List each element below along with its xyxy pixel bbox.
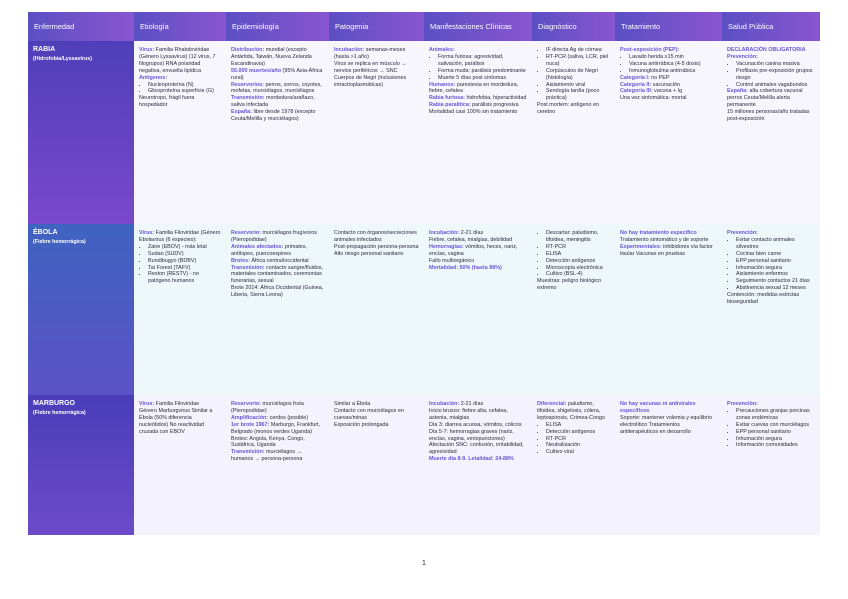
patogenia-cell — [329, 224, 424, 395]
label-value: paludismo, tifoidea, shigelosis, cólera, leptospirosis, Crimea-Congo — [537, 401, 606, 421]
salud-publica-cell — [722, 224, 820, 395]
text-line — [620, 230, 717, 237]
list-item: • Vacuna antirrábica (4-5 dosis) — [629, 61, 717, 68]
text-line — [334, 408, 419, 422]
label-value: Inicio brusco: fiebre alta, cefalea, astenia, mialgias — [429, 407, 508, 421]
label-key: 55.000 muertes/año — [231, 67, 282, 74]
disease-cell — [28, 41, 134, 224]
label-value: alta cobertura vacunal perros Ceuta/Melilla alerta permanente — [727, 88, 803, 109]
text-line — [231, 415, 324, 422]
text-line — [231, 285, 324, 299]
text-line — [231, 449, 324, 463]
label-value: 15 millones personas/año tratadas post-exposición — [727, 109, 810, 123]
bullet-list — [537, 47, 610, 102]
list-item: • IF directa Ag de córnea — [546, 47, 610, 54]
label-value: primates, antílopes, puercoespines — [231, 243, 308, 257]
bullet-list — [537, 422, 610, 457]
list-item: • Muerte 5 días post síntomas — [438, 75, 527, 82]
label-key: Brotes: — [231, 257, 250, 264]
list-item: • Abstinencia sexual 12 meses — [736, 285, 815, 292]
label-key: Reservorio: — [231, 230, 261, 236]
disease-subtitle: (Hidrofobia/Lyssavirus) — [33, 55, 92, 62]
list-item: • Evitar cuevas con murciélagos — [736, 422, 815, 429]
text-line — [429, 237, 527, 244]
label-value: hidrofobia, hiperactividad — [464, 95, 527, 102]
label-key: Hemorragias: — [429, 243, 464, 250]
bullet-list — [429, 54, 527, 82]
epidemiologia-cell — [226, 224, 329, 395]
text-line: Muestras: peligro biológico extremo — [537, 278, 602, 292]
bullet-list — [727, 61, 815, 89]
bullet-list — [537, 230, 610, 278]
text-line — [231, 265, 324, 286]
list-item: • Detección antígenos — [546, 429, 610, 436]
etiologia-cell — [134, 41, 226, 224]
list-item: • RT-PCR — [546, 244, 610, 251]
list-item: • Aislamiento enfermos — [736, 271, 815, 278]
label-value: murciélagos → humanos → persona-persona — [231, 449, 303, 463]
label-key: Categoría II: — [620, 81, 652, 88]
label-value: Similar a Ébola — [334, 401, 371, 407]
text-line — [231, 230, 324, 244]
disease-subtitle: (Fiebre hemorrágica) — [33, 238, 86, 245]
text-line — [620, 75, 717, 82]
text-line — [139, 408, 221, 436]
text-line — [429, 82, 527, 96]
list-item: • Inhumación segura — [736, 436, 815, 443]
text-line: Post mortem: antígeno en cerebro — [537, 102, 600, 116]
text-line — [429, 95, 527, 102]
table-row — [28, 41, 820, 224]
header-epidemiologia: Epidemiología — [226, 12, 329, 41]
label-value: Contención: medidas estrictas bioseguridad — [727, 292, 800, 306]
text-line — [429, 442, 527, 456]
list-item: • Microscopía electrónica — [546, 265, 610, 272]
label-value: Contacto con murciélagos en cuevas/minas — [334, 407, 404, 421]
table-row — [28, 224, 820, 395]
label-key: Muerte día 8-9. Letalidad: 24-88% — [429, 456, 514, 463]
section-label: DECLARACIÓN OBLIGATORIA — [727, 47, 806, 53]
list-item: • EPP personal sanitario — [736, 429, 815, 436]
disease-name: RABIA — [33, 46, 56, 53]
list-item: • RT-PCR (saliva, LCR, piel nuca) — [546, 54, 610, 68]
table-row — [28, 395, 820, 535]
bullet-list — [139, 244, 221, 285]
text-line — [334, 47, 419, 61]
label-value: Soporte: mantener volemia y equilibrio electrolítico Tratamientos antiterapéuticos en desarrollo — [620, 414, 712, 435]
header-tratamiento: Tratamiento — [615, 12, 722, 41]
text-line — [727, 292, 815, 306]
tratamiento-cell — [615, 395, 722, 535]
label-value: Post-propagación persona-persona — [334, 243, 419, 250]
text-line — [334, 230, 419, 244]
text-line — [429, 401, 527, 408]
list-item: • Inhumación segura — [736, 265, 815, 272]
text-line — [429, 408, 527, 422]
list-item: • Corpúsculos de Negri (histología) — [546, 68, 610, 82]
disease-subtitle: (Fiebre hemorrágica) — [33, 409, 86, 416]
text-line — [139, 401, 221, 408]
list-item: • Bundibugyo (BDBV) — [148, 258, 221, 265]
label-key: España: — [231, 109, 252, 116]
label-value: Afectación SNC: confusión, irritabilidad, agresividad — [429, 442, 524, 456]
text-line — [620, 415, 717, 436]
table-header-row — [28, 12, 820, 41]
label-value: (95% Asia-África rural) — [231, 67, 323, 81]
label-key: Rabia paralítica: — [429, 102, 471, 109]
text-line — [620, 95, 717, 102]
list-item: • Sudan (SUDV) — [148, 251, 221, 258]
label-key: Virus: — [139, 401, 155, 407]
disease-name: MARBURGO — [33, 400, 75, 407]
page-number: 1 — [422, 560, 426, 567]
text-line — [334, 75, 419, 89]
label-value: Contacto con órganos/secreciones animales infectados — [334, 230, 418, 243]
disease-name: ÉBOLA — [33, 229, 58, 236]
list-item: • Zaire (EBOV) - más letal — [148, 244, 221, 251]
text-line — [620, 401, 717, 415]
manifestaciones-cell — [424, 224, 532, 395]
label-value: Brote 2014: África Occidental (Guinea, Liberia, Sierra Leona) — [231, 285, 324, 299]
text-line — [429, 230, 527, 237]
label-value: Género Marburgvirus Similar a Ébola (50% diferencia nucleótidos) No reactividad cruzada con EBOV — [139, 407, 213, 435]
label-value: Marburgo, Frankfurt, Belgrado (monos verdes Uganda) — [231, 421, 320, 435]
label-value: parestesia en mordedura, fiebre, cefalea — [429, 81, 519, 95]
label-key: Rabia furiosa: — [429, 95, 465, 102]
label-key: 1er brote 1967: — [231, 421, 270, 428]
text-line — [429, 429, 527, 443]
label-value: vómitos, heces, nariz, encías, vagina — [429, 243, 518, 257]
header-diagnostico: Diagnóstico — [532, 12, 615, 41]
list-item: • Evitar contacto animales silvestres — [736, 237, 815, 251]
list-item: • Glicoproteína superficie (G) — [148, 88, 221, 95]
diagnostico-cell — [532, 224, 615, 395]
list-item: • Forma muda: parálisis predominante — [438, 68, 527, 75]
list-item: • Forma furiosa: agresividad, salivación, parálisis — [438, 54, 527, 68]
disease-cell — [28, 395, 134, 535]
label-key: España: — [727, 88, 748, 95]
list-item: • Control animales vagabundos — [736, 82, 815, 89]
text-line — [620, 88, 717, 95]
label-key: Antígenos: — [139, 74, 168, 81]
list-item: • Cultivo viral — [546, 449, 610, 456]
label-key: Mortalidad: 50% (hasta 88%) — [429, 264, 502, 271]
label-key: No hay tratamiento específico — [620, 230, 697, 236]
label-key: Virus: — [139, 230, 155, 236]
disease-comparison-table — [28, 12, 820, 535]
label-value: no PEP — [649, 74, 670, 81]
text-line — [231, 95, 324, 109]
bullet-list — [727, 237, 815, 292]
section-sublabel: Prevención: — [727, 53, 758, 60]
label-value: murciélagos fruta (Pteropodidae) — [231, 401, 304, 414]
text-line — [429, 244, 527, 258]
text-line — [231, 109, 324, 123]
label-key: Reservorio: — [231, 401, 261, 407]
bullet-list — [620, 54, 717, 75]
label-value: libre desde 1978 (excepto Ceuta/Melilla y murciélagos) — [231, 109, 316, 123]
text-line — [231, 436, 324, 450]
text-line — [231, 82, 324, 96]
list-item: • Taï Forest (TAFV) — [148, 265, 221, 272]
list-item: • EPP personal sanitario — [736, 258, 815, 265]
section-label: Animales: — [429, 47, 455, 53]
document-page — [28, 12, 820, 535]
label-key: Categoría III: — [620, 88, 653, 95]
list-item: • RT-PCR — [546, 436, 610, 443]
label-key: Incubación: — [429, 230, 460, 236]
text-line — [429, 102, 527, 109]
list-item: • Descartar: paludismo, tifoidea, meningitis — [546, 230, 610, 244]
header-salud-publica: Salud Pública — [722, 12, 820, 41]
label-key: Transmisión: — [231, 95, 265, 102]
label-key: Amplificación: — [231, 414, 269, 421]
label-value: Alto riesgo personal sanitario — [334, 250, 404, 257]
text-line — [231, 47, 324, 68]
section-label: Diferencial: — [537, 401, 567, 407]
patogenia-cell — [329, 41, 424, 224]
label-value: parálisis progresiva — [470, 102, 519, 109]
epidemiologia-cell — [226, 41, 329, 224]
text-line — [231, 244, 324, 258]
label-value: África central/occidental — [249, 257, 309, 264]
text-line — [139, 75, 221, 82]
section-label: Prevención: — [727, 401, 758, 407]
text-line — [429, 109, 527, 116]
header-patogenia: Patogenia — [329, 12, 424, 41]
list-item: • Neutralización — [546, 442, 610, 449]
label-value: Cuerpos de Negri (inclusiones intracitoplasmáticas) — [334, 74, 407, 88]
text-line — [537, 401, 610, 422]
text-line — [334, 251, 419, 258]
label-key: Virus: — [139, 47, 155, 53]
text-line — [231, 258, 324, 265]
label-value: perros, zorros, coyotes, mofetas, murciélagos, murciélagos — [231, 81, 322, 95]
diagnostico-cell — [532, 395, 615, 535]
text-line — [334, 401, 419, 408]
text-line — [231, 68, 324, 82]
label-value: Una vez sintomática: mortal — [620, 95, 687, 102]
label-value: Fiebre, cefalea, mialgias, debilidad — [429, 236, 513, 243]
text-line — [139, 47, 221, 75]
patogenia-cell — [329, 395, 424, 535]
label-value: 2-21 días — [459, 230, 484, 236]
list-item: • Información comunidades — [736, 442, 815, 449]
label-key: Distribución: — [231, 47, 265, 53]
section-label: Prevención: — [727, 230, 758, 236]
text-line — [620, 237, 717, 244]
label-value: Familia Filoviridae (Género Ebolavirus (6 especies): — [139, 230, 221, 243]
list-item: • Aislamiento viral — [546, 82, 610, 89]
etiologia-cell — [134, 395, 226, 535]
label-value: murciélagos frugívoros (Pteropodidae) — [231, 230, 317, 243]
epidemiologia-cell — [226, 395, 329, 535]
list-item: • Serología tardía (poco práctica) — [546, 88, 610, 102]
label-value: vacunación — [651, 81, 680, 88]
list-item: • Reston (RESTV) - no patógeno humanos — [148, 271, 221, 285]
list-item: • Cocinar bien carne — [736, 251, 815, 258]
label-value: contacto sangre/fluidos, materiales contaminados, ceremonias funerarias, sexual — [231, 264, 323, 285]
label-value: 2-21 días — [459, 401, 484, 407]
label-value: Fallo multiorgánico — [429, 257, 475, 264]
text-line — [620, 82, 717, 89]
text-line — [727, 109, 815, 123]
text-line — [429, 258, 527, 265]
label-value: inhibidores vía factor tisular Vacunas en pruebas — [620, 243, 713, 257]
text-line — [334, 244, 419, 251]
label-key: Transmisión: — [231, 449, 265, 456]
label-value: cerdos (posible) — [268, 414, 308, 421]
label-value: Brotes: Angola, Kenya, Congo, Sudáfrica, Uganda — [231, 435, 305, 449]
manifestaciones-cell — [424, 41, 532, 224]
label-value: Familia Rhabdoviridae (Género Lyssavirus) (12 virus, 7 filogrupos) RNA polaridad negativa, envuelta lipídica — [139, 47, 216, 74]
label-key: Experimentales: — [620, 243, 662, 250]
salud-publica-cell — [722, 41, 820, 224]
etiologia-cell — [134, 224, 226, 395]
label-value: Día 5-7: hemorragias graves (nariz, encías, vagina, venopunciones) — [429, 428, 514, 442]
bullet-list — [727, 408, 815, 449]
text-line — [231, 401, 324, 415]
tratamiento-cell — [615, 41, 722, 224]
list-item: • Seguimiento contactos 21 días — [736, 278, 815, 285]
bullet-list — [139, 82, 221, 96]
text-line — [727, 88, 815, 109]
label-value: vacuna + Ig — [652, 88, 683, 95]
list-item: • ELISA — [546, 251, 610, 258]
manifestaciones-cell — [424, 395, 532, 535]
list-item: • Cultivo (BSL-4) — [546, 271, 610, 278]
label-value: Día 3: diarrea acuosa, vómitos, cólicos — [429, 421, 522, 428]
list-item: • Vacunación canina masiva — [736, 61, 815, 68]
label-key: Incubación: — [334, 47, 365, 53]
text-line — [429, 422, 527, 429]
text-line — [429, 265, 527, 272]
header-etiologia: Etiología — [134, 12, 226, 41]
label-value: Familia Filoviridae — [154, 401, 200, 407]
label-key: Post-exposición (PEP): — [620, 47, 680, 53]
text-line — [620, 244, 717, 258]
list-item: • Lavado herida ≥15 min — [629, 54, 717, 61]
label-key: No hay vacunas ni antivirales específicos — [620, 401, 696, 414]
label-value: mordedura/arañazo, saliva infectada — [231, 95, 315, 109]
text-line — [139, 230, 221, 244]
tratamiento-cell — [615, 224, 722, 395]
diagnostico-cell — [532, 41, 615, 224]
salud-publica-cell — [722, 395, 820, 535]
text-line — [429, 456, 527, 463]
header-enfermedad: Enfermedad — [28, 12, 134, 41]
label-key: Reservorios: — [231, 81, 264, 88]
text-line — [620, 47, 717, 54]
label-value: mundial (excepto Antártida, Taiwán, Nueva Zelanda Escandinavia) — [231, 47, 312, 67]
list-item: • Profilaxis pre-exposición grupos riesgo — [736, 68, 815, 82]
disease-cell — [28, 224, 134, 395]
text-line: Neurotropo, frágil fuera hospedador — [139, 95, 195, 109]
label-value: semanas-meses (hasta >1 año) — [334, 47, 406, 60]
label-value: Virus se replica en músculo → nervios periféricos → SNC — [334, 60, 407, 74]
label-key: Transmisión: — [231, 264, 265, 271]
label-key: Categoría I: — [620, 74, 650, 81]
text-line — [334, 422, 419, 429]
list-item: • Nucleoproteína (N) — [148, 82, 221, 89]
header-manifestaciones: Manifestaciones Clínicas — [424, 12, 532, 41]
label-value: Tratamiento sintomático y de soporte — [620, 236, 709, 243]
text-line — [334, 61, 419, 75]
label-value: Exposición prolongada — [334, 421, 389, 428]
label-key: Animales afectados: — [231, 243, 284, 250]
text-line — [231, 422, 324, 436]
list-item: • Detección antígenos — [546, 258, 610, 265]
list-item: • Precauciones granjas porcinas zonas endémicas — [736, 408, 815, 422]
label-key: Humanos: — [429, 81, 456, 88]
list-item: • Inmunoglobulina antirrábica — [629, 68, 717, 75]
list-item: • ELISA — [546, 422, 610, 429]
label-key: Incubación: — [429, 401, 460, 407]
label-value: Mortalidad casi 100% sin tratamiento — [429, 109, 518, 116]
